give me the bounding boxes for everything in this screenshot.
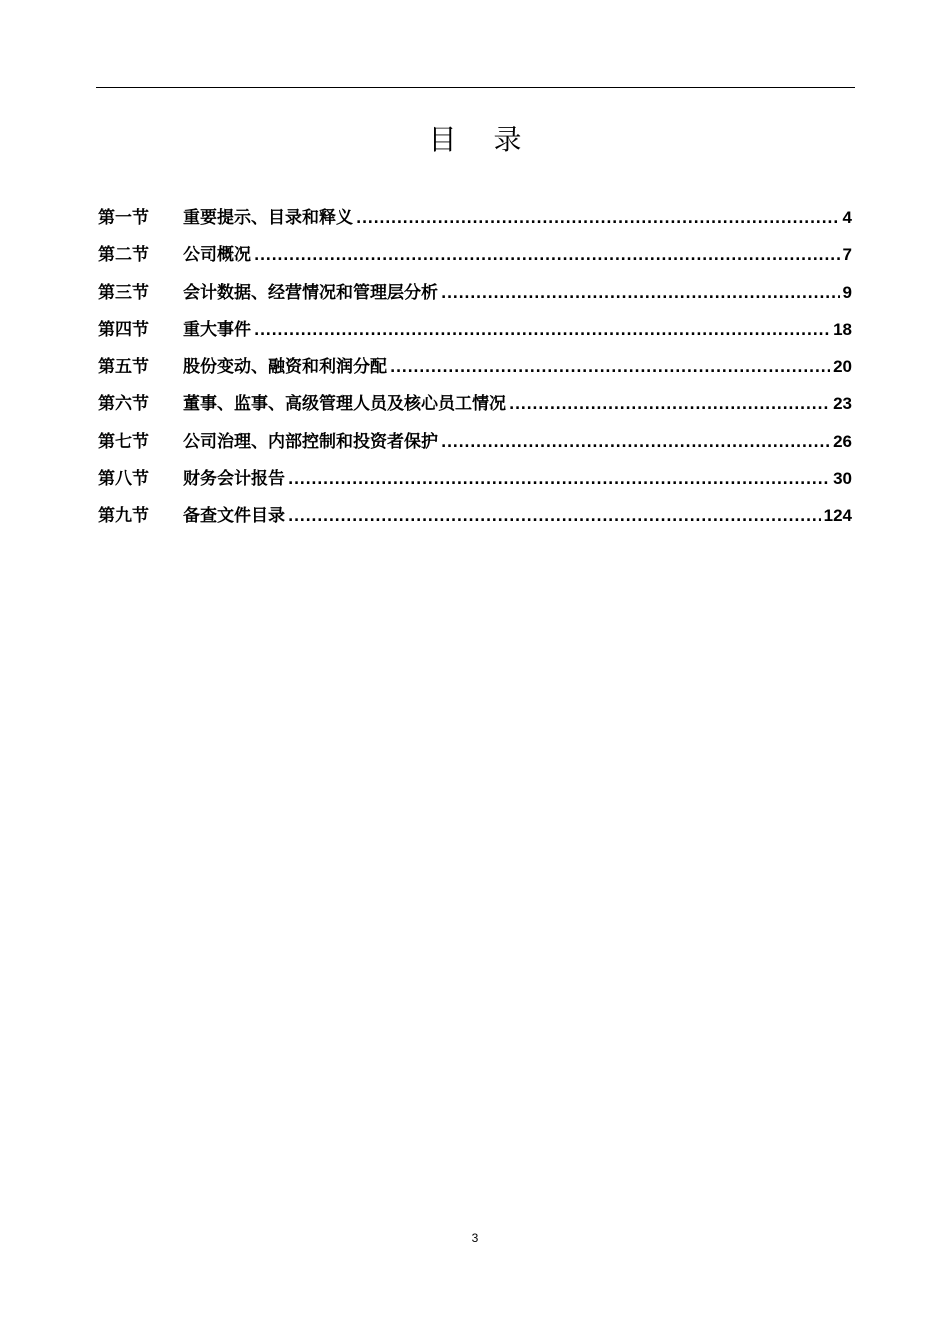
toc-entry-2[interactable] [98,240,852,277]
toc-title: 目 录 [428,123,536,156]
toc-page-number: 9 [842,282,852,302]
toc-section-number: 第一节 [98,208,149,228]
toc-dot-leader [254,245,840,265]
toc-section-title: 股份变动、融资和利润分配 [183,357,387,378]
toc-page-number: 23 [833,394,852,414]
toc-section-number: 第二节 [98,245,149,266]
toc-section-number: 第八节 [98,469,149,490]
toc-dot-leader [441,432,830,452]
toc-entry-9[interactable] [98,501,852,538]
toc-list [98,203,852,539]
toc-dot-leader [356,208,840,228]
toc-section-title: 会计数据、经营情况和管理层分析 [183,282,438,303]
toc-section-title: 公司治理、内部控制和投资者保护 [183,431,438,452]
toc-section-title: 财务会计报告 [183,469,285,490]
toc-dot-leader [390,357,830,377]
toc-page-number: 7 [842,245,852,265]
toc-page-number: 30 [833,469,852,489]
toc-page-number: 4 [842,208,852,227]
toc-entry-3[interactable] [98,278,852,315]
toc-entry-6[interactable] [98,389,852,426]
header-rule [96,87,855,88]
toc-page-number: 124 [823,506,852,526]
toc-dot-leader [288,506,821,526]
toc-entry-1[interactable] [98,203,852,240]
toc-section-number: 第九节 [98,506,149,527]
toc-dot-leader [288,469,830,489]
toc-page-number: 26 [833,431,852,451]
toc-section-number: 第三节 [98,282,149,303]
toc-section-title: 公司概况 [183,245,251,266]
toc-dot-leader [509,394,830,414]
toc-section-number: 第四节 [98,319,149,340]
toc-page-number: 18 [833,319,852,339]
toc-section-title: 重大事件 [183,319,251,340]
toc-section-title: 董事、监事、高级管理人员及核心员工情况 [183,394,506,415]
toc-dot-leader [254,320,830,340]
page-number: 3 [471,1231,479,1245]
toc-page-number: 20 [833,357,852,377]
toc-entry-8[interactable] [98,464,852,501]
toc-section-title: 备查文件目录 [183,506,285,527]
toc-dot-leader [441,283,840,303]
toc-section-number: 第六节 [98,394,149,415]
toc-section-number: 第七节 [98,431,149,452]
toc-entry-5[interactable] [98,352,852,389]
toc-entry-7[interactable] [98,427,852,464]
toc-section-title: 重要提示、目录和释义 [183,208,353,228]
toc-section-number: 第五节 [98,357,149,378]
toc-entry-4[interactable] [98,315,852,352]
